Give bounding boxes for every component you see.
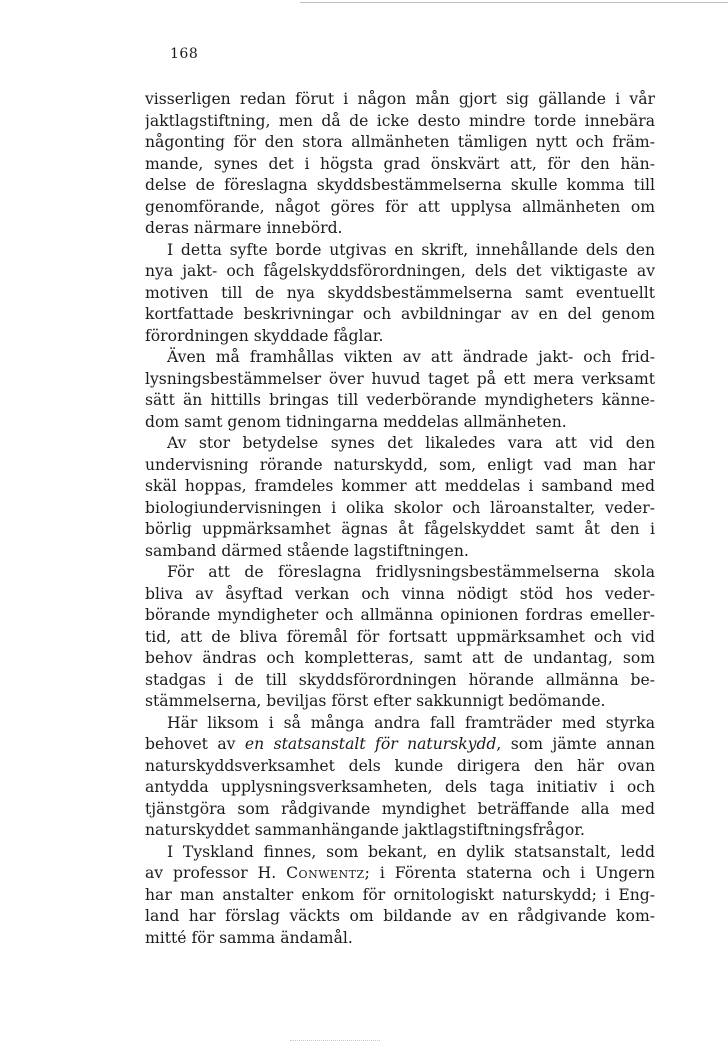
scan-top-edge bbox=[300, 2, 728, 3]
text-line bbox=[145, 605, 655, 627]
line-segment: har man anstalter enkom för ornitologiskt naturskydd; i Eng- bbox=[145, 885, 655, 904]
line-segment: biologiundervisningen i olika skolor och läroanstalter, veder- bbox=[145, 498, 655, 517]
emphasized-phrase: en statsanstalt för naturskydd bbox=[244, 735, 497, 753]
text-line bbox=[145, 283, 655, 305]
text-line bbox=[145, 390, 655, 412]
text-line bbox=[145, 885, 655, 907]
line-segment: ; i Förenta staterna och i Ungern bbox=[364, 864, 655, 882]
line-segment: Här liksom i så många andra fall framträder med styrka bbox=[167, 713, 655, 732]
line-segment: börande myndigheter och allmänna opinionen fordras emeller- bbox=[145, 606, 655, 624]
text-line bbox=[145, 132, 655, 154]
text-line bbox=[145, 648, 655, 670]
line-segment: av professor H. bbox=[145, 864, 287, 882]
line-segment: tjänstgöra som rådgivande myndighet beträffande alla med bbox=[145, 799, 655, 818]
text-line bbox=[145, 584, 655, 606]
text-line bbox=[145, 713, 655, 735]
line-segment: dom samt genom tidningarna meddelas allmänheten. bbox=[145, 412, 567, 431]
scan-bottom-mark bbox=[290, 1040, 380, 1041]
text-line bbox=[145, 261, 655, 283]
text-line bbox=[145, 777, 655, 799]
line-segment: Av stor betydelse synes det likaledes vara att vid den bbox=[167, 434, 655, 452]
line-segment: undervisning rörande naturskydd, som, enligt vad man har bbox=[145, 455, 655, 474]
line-segment: motiven till de nya skyddsbestämmelserna samt eventuellt bbox=[145, 283, 655, 302]
line-segment: någonting för den stora allmänheten tämligen nytt och främ- bbox=[145, 133, 655, 151]
body-text bbox=[145, 89, 655, 949]
line-segment: I Tyskland finnes, som bekant, en dylik statsanstalt, ledd bbox=[167, 842, 655, 861]
line-segment: behovet av bbox=[145, 735, 245, 753]
text-line bbox=[145, 154, 655, 176]
text-line bbox=[145, 455, 655, 477]
text-line bbox=[145, 734, 655, 756]
text-line bbox=[145, 627, 655, 649]
line-segment: lysningsbestämmelser över huvud taget på ett mera verksamt bbox=[145, 369, 655, 388]
line-segment: land har förslag väckts om bildande av en rådgivande kom- bbox=[145, 907, 655, 925]
line-segment: stämmelserna, beviljas först efter sakkunnigt bedömande. bbox=[145, 692, 606, 710]
line-segment: behov ändras och kompletteras, samt att de undantag, som bbox=[145, 649, 655, 667]
line-segment: sätt än hittills bringas till vederbörande myndigheters känne- bbox=[145, 391, 655, 409]
line-segment: samband därmed stående lagstiftningen. bbox=[145, 541, 469, 560]
text-line bbox=[145, 89, 655, 111]
line-segment: mande, synes det i högsta grad önskvärt att, för den hän- bbox=[145, 154, 655, 173]
small-caps-name: Conwentz bbox=[286, 864, 365, 882]
line-segment: Även må framhållas vikten av att ändrade jakt- och frid- bbox=[167, 348, 655, 366]
text-line bbox=[145, 799, 655, 821]
text-line bbox=[145, 820, 655, 842]
line-segment: naturskyddsverksamhet dels kunde dirigera den här ovan bbox=[145, 756, 655, 775]
text-line bbox=[145, 562, 655, 584]
text-line bbox=[145, 906, 655, 928]
text-line bbox=[145, 756, 655, 778]
text-line bbox=[145, 326, 655, 348]
text-line bbox=[145, 412, 655, 434]
page-number: 168 bbox=[170, 46, 199, 62]
line-segment: kortfattade beskrivningar och avbildningar av en del genom bbox=[145, 305, 655, 323]
line-segment: genomförande, något göres för att upplysa allmänheten om bbox=[145, 197, 655, 216]
text-line bbox=[145, 304, 655, 326]
line-segment: mitté för samma ändamål. bbox=[145, 928, 353, 947]
text-line bbox=[145, 541, 655, 563]
line-segment: deras närmare innebörd. bbox=[145, 219, 343, 237]
text-line bbox=[145, 197, 655, 219]
line-segment: bliva av åsyftad verkan och vinna nödigt stöd hos veder- bbox=[145, 584, 655, 603]
line-segment: nya jakt- och fågelskyddsförordningen, dels det viktigaste av bbox=[145, 262, 655, 280]
text-line bbox=[145, 175, 655, 197]
text-line bbox=[145, 476, 655, 498]
line-segment: naturskyddet sammanhängande jaktlagstiftningsfrågor. bbox=[145, 821, 585, 839]
line-segment: börlig uppmärksamhet ägnas åt fågelskyddet samt åt den i bbox=[145, 520, 655, 538]
line-segment: skäl hoppas, framdeles kommer att meddelas i samband med bbox=[145, 477, 655, 495]
line-segment: antydda upplysningsverksamheten, dels taga initiativ i och bbox=[145, 778, 655, 796]
line-segment: visserligen redan förut i någon mån gjort sig gällande i vår bbox=[145, 90, 655, 108]
text-line bbox=[145, 691, 655, 713]
text-line bbox=[145, 498, 655, 520]
text-line bbox=[145, 369, 655, 391]
line-segment: förordningen skyddade fåglar. bbox=[145, 326, 384, 345]
line-segment: jaktlagstiftning, men då de icke desto mindre torde innebära bbox=[145, 111, 655, 130]
text-line bbox=[145, 519, 655, 541]
text-line bbox=[145, 347, 655, 369]
text-line bbox=[145, 240, 655, 262]
text-line bbox=[145, 842, 655, 864]
text-line bbox=[145, 670, 655, 692]
line-segment: , som jämte annan bbox=[496, 735, 655, 753]
line-segment: I detta syfte borde utgivas en skrift, innehållande dels den bbox=[167, 240, 655, 259]
line-segment: stadgas i de till skyddsförordningen hörande allmänna be- bbox=[145, 670, 655, 689]
line-segment: delse de föreslagna skyddsbestämmelserna skulle komma till bbox=[145, 176, 655, 194]
text-line bbox=[145, 111, 655, 133]
text-line bbox=[145, 433, 655, 455]
line-segment: För att de föreslagna fridlysningsbestämmelserna skola bbox=[167, 563, 655, 581]
text-line bbox=[145, 863, 655, 885]
line-segment: tid, att de bliva föremål för fortsatt uppmärksamhet och vid bbox=[145, 627, 655, 646]
text-line bbox=[145, 928, 655, 950]
text-line bbox=[145, 218, 655, 240]
